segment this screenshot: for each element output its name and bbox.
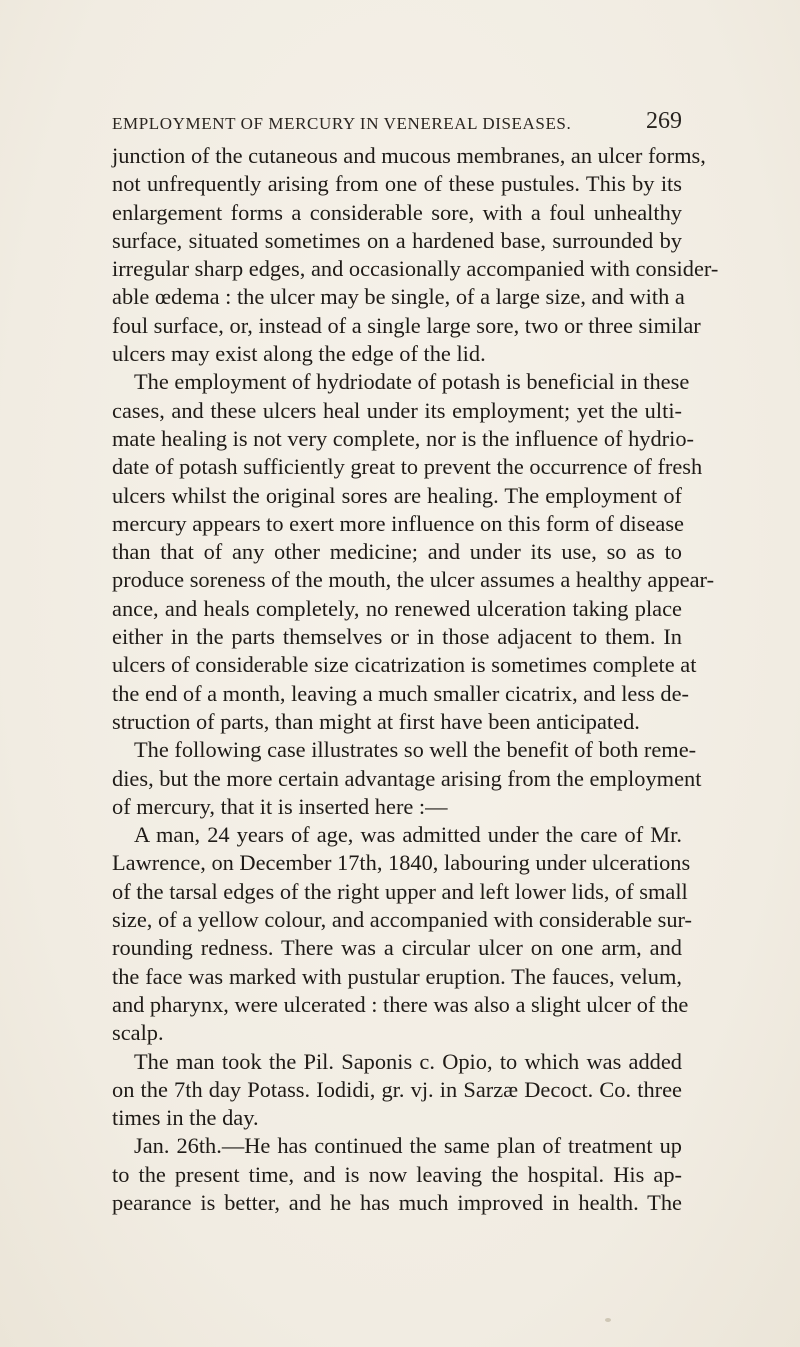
text-line: the face was marked with pustular eruption. The fauces, velum, (112, 963, 682, 989)
text-line: junction of the cutaneous and mucous membranes, an ulcer forms, (112, 143, 706, 168)
text-line: The man took the Pil. Saponis c. Opio, to which was added (134, 1048, 682, 1074)
text-line: date of potash sufficiently great to prevent the occurrence of fresh (112, 454, 703, 480)
text-line: rounding redness. There was a circular ulcer on one arm, and (112, 935, 682, 961)
running-head: EMPLOYMENT OF MERCURY IN VENEREAL DISEASES. (112, 114, 572, 133)
text-line: size, of a yellow colour, and accompanied with considerable sur- (112, 907, 692, 933)
text-line: Jan. 26th.—He has continued the same plan of treatment up (134, 1133, 682, 1159)
text-line: times in the day. (112, 1105, 259, 1131)
text-line: The employment of hydriodate of potash is beneficial in these (134, 369, 690, 395)
text-line: than that of any other medicine; and under its use, so as to (112, 539, 682, 565)
paper-speck (605, 1318, 611, 1322)
text-line: dies, but the more certain advantage arising from the employment (112, 765, 702, 791)
text-line: struction of parts, than might at first have been anticipated. (112, 708, 640, 734)
page-number: 269 (646, 108, 682, 134)
text-line: the end of a month, leaving a much smaller cicatrix, and less de- (112, 680, 689, 706)
text-line: not unfrequently arising from one of these pustules. This by its (112, 171, 682, 197)
text-line: foul surface, or, instead of a single large sore, two or three similar (112, 312, 701, 338)
text-line: of the tarsal edges of the right upper and left lower lids, of small (112, 878, 688, 904)
text-line: on the 7th day Potass. Iodidi, gr. vj. in Sarzæ Decoct. Co. three (112, 1076, 682, 1102)
text-line: ance, and heals completely, no renewed ulceration taking place (112, 595, 682, 621)
text-line: and pharynx, were ulcerated : there was also a slight ulcer of the (112, 991, 689, 1017)
text-line: enlargement forms a considerable sore, with a foul unhealthy (112, 199, 682, 225)
text-line: able œdema : the ulcer may be single, of a large size, and with a (112, 284, 685, 310)
text-line: surface, situated sometimes on a hardened base, surrounded by (112, 227, 682, 253)
text-line: of mercury, that it is inserted here :— (112, 793, 448, 819)
text-line: scalp. (112, 1020, 164, 1046)
page-header (112, 108, 682, 140)
text-line: irregular sharp edges, and occasionally accompanied with consider- (112, 256, 719, 282)
text-line: The following case illustrates so well the benefit of both reme- (134, 737, 697, 763)
text-line: to the present time, and is now leaving the hospital. His ap- (112, 1161, 682, 1187)
text-line: Lawrence, on December 17th, 1840, labouring under ulcerations (112, 850, 691, 876)
text-line: cases, and these ulcers heal under its employment; yet the ulti- (112, 397, 682, 423)
text-line: mate healing is not very complete, nor is the influence of hydrio- (112, 425, 694, 451)
text-line: pearance is better, and he has much improved in health. The (112, 1189, 682, 1215)
text-line: produce soreness of the mouth, the ulcer assumes a healthy appear- (112, 567, 715, 593)
text-line: ulcers of considerable size cicatrization is sometimes complete at (112, 652, 697, 678)
body-text (112, 142, 719, 1217)
text-line: ulcers whilst the original sores are healing. The employment of (112, 482, 682, 508)
text-line: mercury appears to exert more influence on this form of disease (112, 510, 684, 536)
text-line: A man, 24 years of age, was admitted under the care of Mr. (134, 822, 682, 848)
text-line: ulcers may exist along the edge of the lid. (112, 341, 486, 367)
text-line: either in the parts themselves or in those adjacent to them. In (112, 624, 682, 650)
